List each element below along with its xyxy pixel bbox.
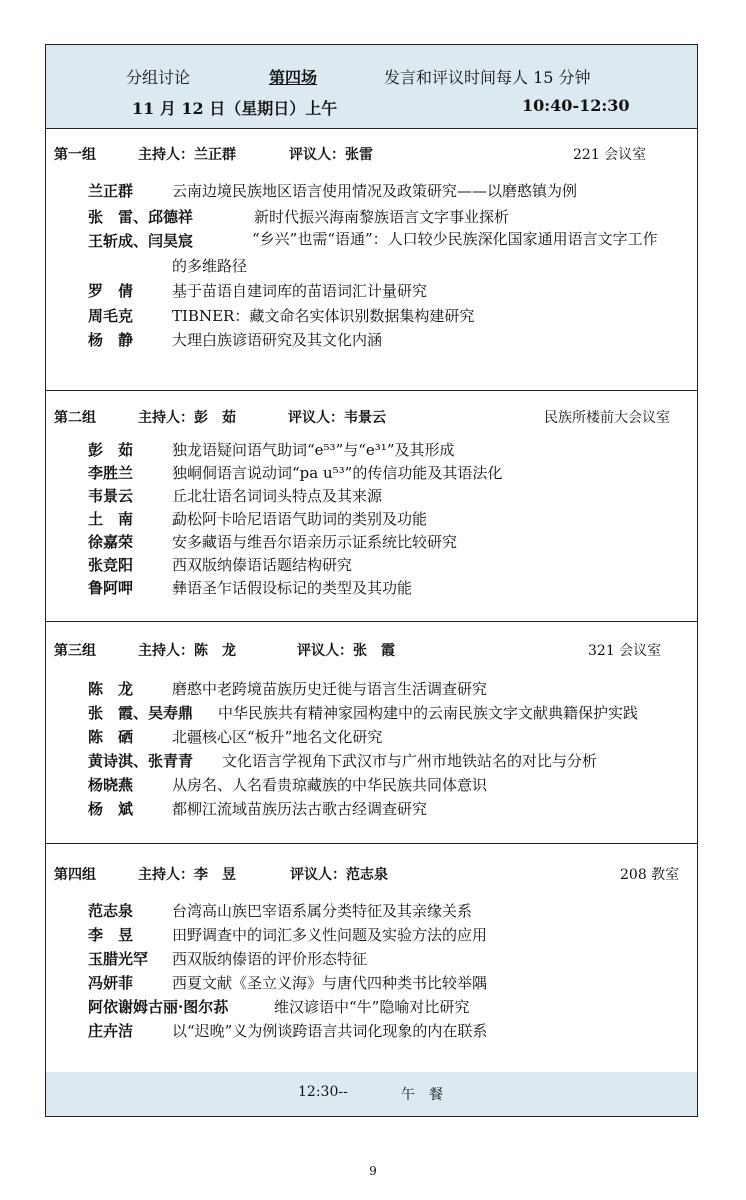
discussion-label: 分组讨论: [126, 68, 191, 87]
speaker: 徐嘉荣: [88, 533, 134, 551]
speaker: 李 昱: [88, 926, 134, 944]
chair: 主持人：李 昱: [138, 867, 236, 883]
talk-title: 台湾高山族巴宰语系属分类特征及其亲缘关系: [172, 902, 473, 920]
speaker: 杨晓燕: [88, 776, 134, 794]
speaker: 鲁阿呷: [88, 579, 134, 597]
room: 221 会议室: [573, 147, 647, 163]
speaker: 王斩成、闫昊宸: [88, 232, 194, 250]
lunch-time: 12:30--: [298, 1084, 348, 1100]
speaker: 罗 倩: [88, 282, 134, 300]
chair: 主持人：兰正群: [138, 147, 236, 163]
room: 208 教室: [620, 867, 680, 883]
speaker: 张竞阳: [88, 556, 134, 574]
session-label: 第四场: [269, 68, 318, 87]
group-header: [46, 864, 697, 890]
reviewer: 评议人：韦景云: [288, 410, 386, 426]
talk-title: 安多藏语与维吾尔语亲历示证系统比较研究: [172, 533, 458, 551]
speaker: 庄卉洁: [88, 1022, 134, 1040]
room: 民族所楼前大会议室: [544, 410, 670, 426]
talk-title: 维汉谚语中“牛”隐喻对比研究: [274, 998, 470, 1016]
session-header: [46, 45, 697, 129]
talk-title: 北疆核心区“板升”地名文化研究: [172, 728, 383, 746]
speaker: 兰正群: [88, 182, 134, 200]
group-section: [46, 844, 697, 1075]
talk-title: 从房名、人名看贵琼藏族的中华民族共同体意识: [172, 776, 488, 794]
reviewer: 评议人：张 霞: [297, 643, 395, 659]
time-rule: 发言和评议时间每人 15 分钟: [384, 68, 591, 87]
lunch-footer: [46, 1072, 697, 1116]
talk-title: 独龙语疑问语气助词“e⁵³”与“e³¹”及其形成: [172, 441, 455, 459]
speaker: 玉腊光罕: [88, 950, 149, 968]
speaker: 张 霞、吴寿鼎: [88, 704, 194, 722]
room: 321 会议室: [588, 643, 662, 659]
speaker: 陈 龙: [88, 680, 134, 698]
speaker: 黄诗淇、张青青: [88, 752, 194, 770]
speaker: 陈 硒: [88, 728, 134, 746]
reviewer: 评议人：范志泉: [290, 867, 388, 883]
speaker: 阿依谢姆古丽·图尔荪: [88, 998, 229, 1016]
group-name: 第二组: [54, 410, 96, 426]
group-name: 第四组: [54, 867, 96, 883]
group-header: [46, 144, 697, 170]
talk-title: 基于苗语自建词库的苗语词汇计量研究: [172, 282, 428, 300]
talk-title: 大理白族谚语研究及其文化内涵: [172, 331, 383, 349]
group-header: [46, 640, 697, 666]
talk-title: 勐松阿卡哈尼语语气助词的类别及功能: [172, 510, 428, 528]
group-section: [46, 391, 697, 622]
speaker: 杨 斌: [88, 800, 134, 818]
talk-title: 云南边境民族地区语言使用情况及政策研究——以磨憨镇为例: [172, 182, 578, 200]
speaker: 彭 茹: [88, 441, 134, 459]
group-header: [46, 407, 697, 433]
speaker: 李胜兰: [88, 464, 134, 482]
group-section: [46, 128, 697, 391]
group-section: [46, 622, 697, 844]
lunch-label: 午 餐: [401, 1087, 443, 1103]
speaker: 冯妍菲: [88, 974, 134, 992]
talk-title: 独峒侗语言说动词“pa u⁵³”的传信功能及其语法化: [172, 464, 503, 482]
group-name: 第一组: [54, 147, 96, 163]
schedule-table: [45, 44, 698, 1117]
speaker: 范志泉: [88, 902, 134, 920]
reviewer: 评议人：张雷: [289, 147, 373, 163]
talk-title: TIBNER：藏文命名实体识别数据集构建研究: [172, 307, 475, 325]
talk-title: 以“迟晚”义为例谈跨语言共词化现象的内在联系: [172, 1022, 488, 1040]
talk-title: 磨憨中老跨境苗族历史迁徙与语言生活调查研究: [172, 680, 488, 698]
session-date: 11 月 12 日（星期日）上午: [132, 99, 338, 118]
speaker: 张 雷、邱德祥: [88, 208, 194, 226]
speaker: 韦景云: [88, 487, 134, 505]
chair: 主持人：陈 龙: [138, 643, 236, 659]
speaker: 杨 静: [88, 331, 134, 349]
talk-title: 新时代振兴海南黎族语言文字事业探析: [254, 208, 510, 226]
talk-title: 西双版纳傣语话题结构研究: [172, 556, 353, 574]
talk-title: 丘北壮语名词词头特点及其来源: [172, 487, 383, 505]
talk-title: 文化语言学视角下武汉市与广州市地铁站名的对比与分析: [222, 752, 598, 770]
speaker: 土 南: [88, 510, 134, 528]
chair: 主持人：彭 茹: [138, 410, 236, 426]
group-name: 第三组: [54, 643, 96, 659]
talk-title: 中华民族共有精神家园构建中的云南民族文字文献典籍保护实践: [218, 704, 639, 722]
speaker: 周毛克: [88, 307, 134, 325]
talk-title: “乡兴”也需“语通”：人口较少民族深化国家通用语言文字工作的多维路径: [172, 230, 658, 275]
talk-title: 都柳江流域苗族历法古歌古经调查研究: [172, 800, 428, 818]
talk-title: 田野调查中的词汇多义性问题及实验方法的应用: [172, 926, 488, 944]
talk-title: 西双版纳傣语的评价形态特征: [172, 950, 368, 968]
page-number: 9: [369, 1164, 377, 1178]
talk-title: 西夏文献《圣立义海》与唐代四种类书比较举隅: [172, 974, 488, 992]
talk-title: 彝语圣乍话假设标记的类型及其功能: [172, 579, 413, 597]
session-time: 10:40-12:30: [522, 96, 630, 115]
